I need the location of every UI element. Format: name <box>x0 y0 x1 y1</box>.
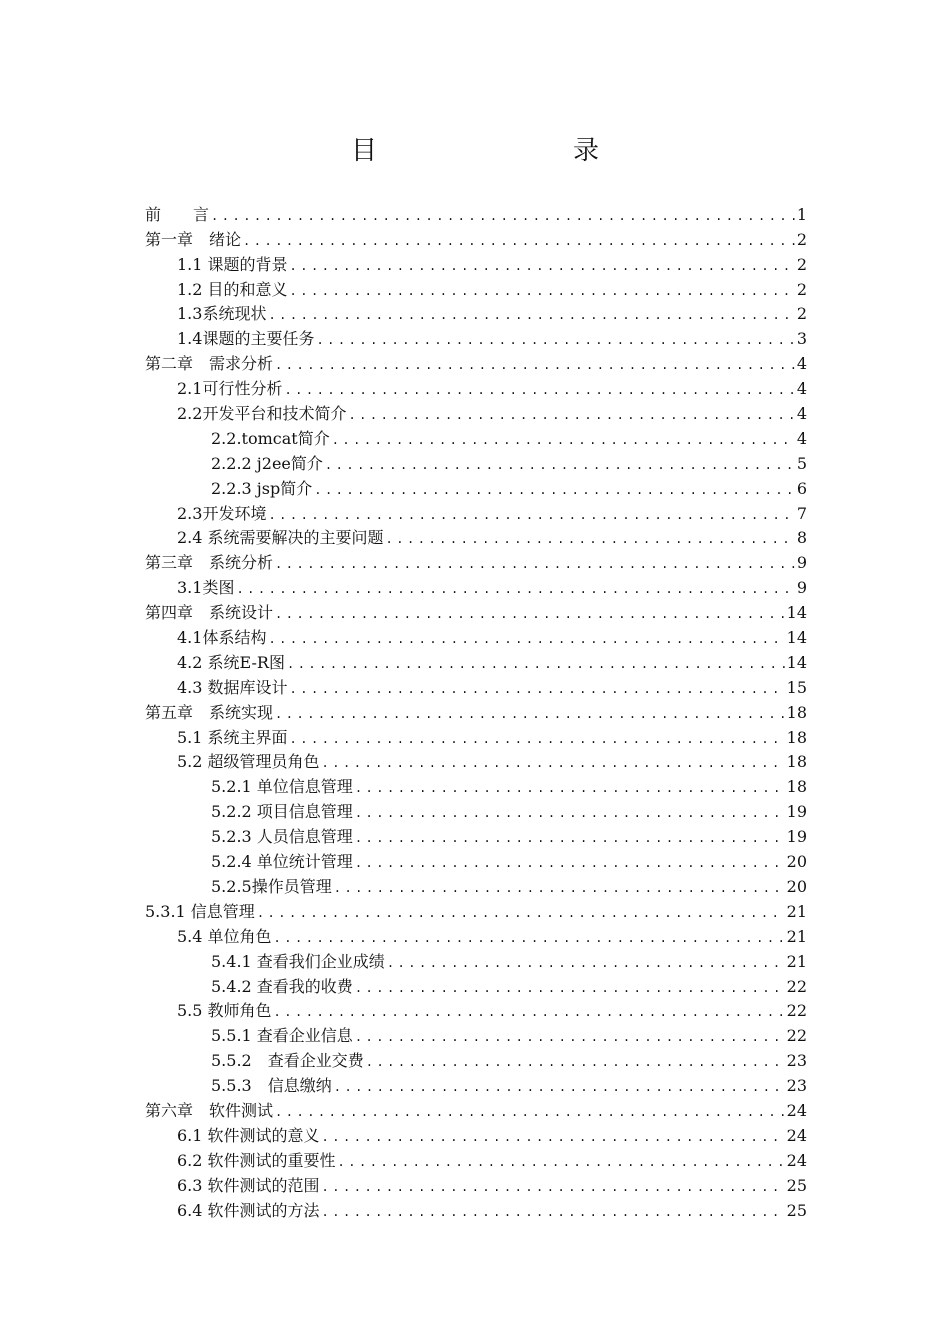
toc-entry-label: 第六章 软件测试 <box>145 1100 274 1120</box>
toc-entry[interactable] <box>145 947 807 972</box>
toc-dot-leader <box>274 929 785 947</box>
toc-entry-page-number: 2 <box>796 254 807 274</box>
toc-entry[interactable] <box>145 847 807 872</box>
toc-dot-leader <box>322 754 785 772</box>
toc-dot-leader <box>355 1028 785 1046</box>
toc-entry-page-number: 23 <box>786 1051 807 1071</box>
toc-entry-label: 5.5.1 查看企业信息 <box>211 1026 353 1046</box>
toc-entry-label: 2.2开发平台和技术简介 <box>177 404 347 424</box>
toc-entry-page-number: 22 <box>786 1026 807 1046</box>
toc-entry-page-number: 8 <box>796 528 807 548</box>
toc-entry-page-number: 18 <box>786 702 807 722</box>
toc-entry-page-number: 19 <box>786 827 807 847</box>
toc-entry-label: 5.1 系统主界面 <box>177 727 288 747</box>
toc-dot-leader <box>275 605 785 623</box>
toc-entry-label: 第一章 绪论 <box>145 229 242 249</box>
toc-dot-leader <box>268 506 794 524</box>
toc-dot-leader <box>290 282 795 300</box>
toc-entry-page-number: 25 <box>786 1200 807 1220</box>
toc-entry-label: 2.4 系统需要解决的主要问题 <box>177 528 384 548</box>
toc-entry-label: 第五章 系统实现 <box>145 702 274 722</box>
toc-entry-page-number: 15 <box>786 677 807 697</box>
toc-entry[interactable] <box>145 200 807 225</box>
toc-entry[interactable] <box>145 250 807 275</box>
toc-entry-label: 5.5.3 信息缴纳 <box>211 1076 332 1096</box>
toc-entry-label: 2.2.tomcat简介 <box>211 428 330 448</box>
toc-entry[interactable] <box>145 673 807 698</box>
toc-entry[interactable] <box>145 499 807 524</box>
toc-entry[interactable] <box>145 474 807 499</box>
toc-entry-page-number: 25 <box>786 1175 807 1195</box>
toc-entry[interactable] <box>145 399 807 424</box>
toc-dot-leader <box>275 705 785 723</box>
toc-entry[interactable] <box>145 648 807 673</box>
toc-dot-leader <box>387 954 785 972</box>
toc-dot-leader <box>355 804 785 822</box>
toc-entry[interactable] <box>145 972 807 997</box>
toc-entry[interactable] <box>145 1171 807 1196</box>
toc-entry-page-number: 20 <box>786 876 807 896</box>
toc-entry-label: 3.1类图 <box>177 578 235 598</box>
toc-entry[interactable] <box>145 1096 807 1121</box>
toc-entry-page-number: 9 <box>796 553 807 573</box>
toc-entry-label: 1.2 目的和意义 <box>177 279 288 299</box>
toc-dot-leader <box>275 1103 785 1121</box>
toc-entry[interactable] <box>145 449 807 474</box>
toc-entry-page-number: 20 <box>786 852 807 872</box>
toc-entry-label: 第三章 系统分析 <box>145 553 274 573</box>
toc-entry[interactable] <box>145 1146 807 1171</box>
toc-entry-page-number: 3 <box>796 329 807 349</box>
toc-dot-leader <box>257 904 785 922</box>
toc-entry-page-number: 5 <box>796 453 807 473</box>
toc-entry[interactable] <box>145 623 807 648</box>
toc-entry-page-number: 2 <box>796 304 807 324</box>
toc-entry[interactable] <box>145 374 807 399</box>
toc-entry-label: 前 言 <box>145 204 210 224</box>
toc-entry[interactable] <box>145 698 807 723</box>
toc-entry-label: 4.2 系统E-R图 <box>177 652 285 672</box>
toc-dot-leader <box>334 1078 785 1096</box>
toc-entry-label: 1.4课题的主要任务 <box>177 329 315 349</box>
toc-entry-label: 5.2.3 人员信息管理 <box>211 827 353 847</box>
toc-dot-leader <box>314 481 795 499</box>
toc-entry[interactable] <box>145 275 807 300</box>
toc-entry-page-number: 14 <box>786 628 807 648</box>
toc-dot-leader <box>274 1003 785 1021</box>
toc-dot-leader <box>355 779 785 797</box>
toc-entry[interactable] <box>145 548 807 573</box>
toc-entry-page-number: 7 <box>796 503 807 523</box>
toc-entry-page-number: 9 <box>796 578 807 598</box>
toc-dot-leader <box>290 680 785 698</box>
toc-entry[interactable] <box>145 748 807 773</box>
toc-entry-page-number: 21 <box>786 951 807 971</box>
toc-entry-page-number: 22 <box>786 1001 807 1021</box>
toc-dot-leader <box>355 854 785 872</box>
toc-entry-label: 6.4 软件测试的方法 <box>177 1200 320 1220</box>
toc-entry[interactable] <box>145 324 807 349</box>
toc-entry[interactable] <box>145 524 807 549</box>
toc-entry-page-number: 22 <box>786 976 807 996</box>
toc-entry[interactable] <box>145 997 807 1022</box>
toc-entry-label: 6.3 软件测试的范围 <box>177 1175 320 1195</box>
toc-dot-leader <box>386 530 795 548</box>
toc-entry-label: 5.5 教师角色 <box>177 1001 272 1021</box>
toc-entry-label: 4.1体系结构 <box>177 628 267 648</box>
toc-entry-page-number: 24 <box>786 1125 807 1145</box>
toc-dot-leader <box>287 655 785 673</box>
toc-entry[interactable] <box>145 573 807 598</box>
toc-entry-label: 6.1 软件测试的意义 <box>177 1125 320 1145</box>
toc-dot-leader <box>332 431 795 449</box>
toc-dot-leader <box>348 406 794 424</box>
toc-entry-label: 5.2.4 单位统计管理 <box>211 852 353 872</box>
toc-entry[interactable] <box>145 1021 807 1046</box>
toc-entry[interactable] <box>145 300 807 325</box>
toc-dot-leader <box>268 630 784 648</box>
toc-dot-leader <box>275 356 795 374</box>
toc-entry[interactable] <box>145 822 807 847</box>
toc-entry[interactable] <box>145 1071 807 1096</box>
toc-dot-leader <box>290 730 785 748</box>
toc-entry-label: 2.3开发环境 <box>177 503 267 523</box>
toc-dot-leader <box>355 829 785 847</box>
toc-entry[interactable] <box>145 797 807 822</box>
toc-entry-label: 5.2.2 项目信息管理 <box>211 802 353 822</box>
toc-entry-page-number: 6 <box>796 478 807 498</box>
toc-entry-page-number: 18 <box>786 777 807 797</box>
toc-dot-leader <box>211 207 795 225</box>
toc-dot-leader <box>243 232 795 250</box>
toc-entry-page-number: 2 <box>796 279 807 299</box>
toc-entry-label: 第四章 系统设计 <box>145 603 274 623</box>
toc-dot-leader <box>290 257 795 275</box>
toc-dot-leader <box>322 1178 785 1196</box>
table-of-contents <box>145 200 807 1221</box>
toc-entry[interactable] <box>145 922 807 947</box>
toc-dot-leader <box>322 1203 785 1221</box>
toc-entry-page-number: 19 <box>786 802 807 822</box>
toc-entry-page-number: 23 <box>786 1076 807 1096</box>
toc-entry-page-number: 24 <box>786 1150 807 1170</box>
toc-entry-label: 5.3.1 信息管理 <box>145 901 255 921</box>
toc-entry-label: 2.1可行性分析 <box>177 379 283 399</box>
toc-entry-label: 5.4.1 查看我们企业成绩 <box>211 951 385 971</box>
toc-dot-leader <box>334 879 785 897</box>
toc-entry-page-number: 24 <box>786 1100 807 1120</box>
toc-entry-page-number: 2 <box>796 229 807 249</box>
toc-entry-label: 2.2.3 jsp简介 <box>211 478 313 498</box>
toc-entry-page-number: 4 <box>796 428 807 448</box>
toc-entry-page-number: 4 <box>796 354 807 374</box>
toc-entry-label: 4.3 数据库设计 <box>177 677 288 697</box>
toc-entry-label: 5.4 单位角色 <box>177 926 272 946</box>
toc-entry-page-number: 21 <box>786 926 807 946</box>
toc-entry-label: 第二章 需求分析 <box>145 354 274 374</box>
toc-entry[interactable] <box>145 1046 807 1071</box>
toc-dot-leader <box>316 331 794 349</box>
toc-dot-leader <box>268 306 794 324</box>
toc-entry-label: 2.2.2 j2ee简介 <box>211 453 323 473</box>
toc-entry[interactable] <box>145 723 807 748</box>
toc-entry-page-number: 1 <box>796 204 807 224</box>
toc-entry[interactable] <box>145 1196 807 1221</box>
toc-entry[interactable] <box>145 598 807 623</box>
toc-dot-leader <box>355 979 785 997</box>
toc-entry-label: 6.2 软件测试的重要性 <box>177 1150 336 1170</box>
toc-dot-leader <box>338 1153 785 1171</box>
toc-entry[interactable] <box>145 349 807 374</box>
toc-dot-leader <box>236 580 794 598</box>
toc-dot-leader <box>366 1053 785 1071</box>
toc-entry[interactable] <box>145 424 807 449</box>
toc-entry-page-number: 21 <box>786 901 807 921</box>
toc-entry[interactable] <box>145 772 807 797</box>
toc-entry-page-number: 18 <box>786 752 807 772</box>
toc-entry-page-number: 14 <box>786 652 807 672</box>
toc-entry-page-number: 4 <box>796 404 807 424</box>
toc-dot-leader <box>275 555 795 573</box>
toc-entry[interactable] <box>145 897 807 922</box>
toc-entry-page-number: 4 <box>796 379 807 399</box>
toc-entry[interactable] <box>145 225 807 250</box>
toc-dot-leader <box>284 381 794 399</box>
toc-entry[interactable] <box>145 1121 807 1146</box>
toc-entry-page-number: 18 <box>786 727 807 747</box>
toc-entry-label: 5.5.2 查看企业交费 <box>211 1051 364 1071</box>
toc-entry-label: 5.4.2 查看我的收费 <box>211 976 353 996</box>
toc-entry-label: 1.1 课题的背景 <box>177 254 288 274</box>
toc-title: 目 录 <box>350 136 647 166</box>
toc-entry[interactable] <box>145 872 807 897</box>
toc-dot-leader <box>322 1128 785 1146</box>
toc-entry-label: 1.3系统现状 <box>177 304 267 324</box>
toc-entry-label: 5.2.1 单位信息管理 <box>211 777 353 797</box>
toc-entry-label: 5.2.5操作员管理 <box>211 876 332 896</box>
toc-entry-page-number: 14 <box>786 603 807 623</box>
toc-entry-label: 5.2 超级管理员角色 <box>177 752 320 772</box>
toc-dot-leader <box>325 456 795 474</box>
